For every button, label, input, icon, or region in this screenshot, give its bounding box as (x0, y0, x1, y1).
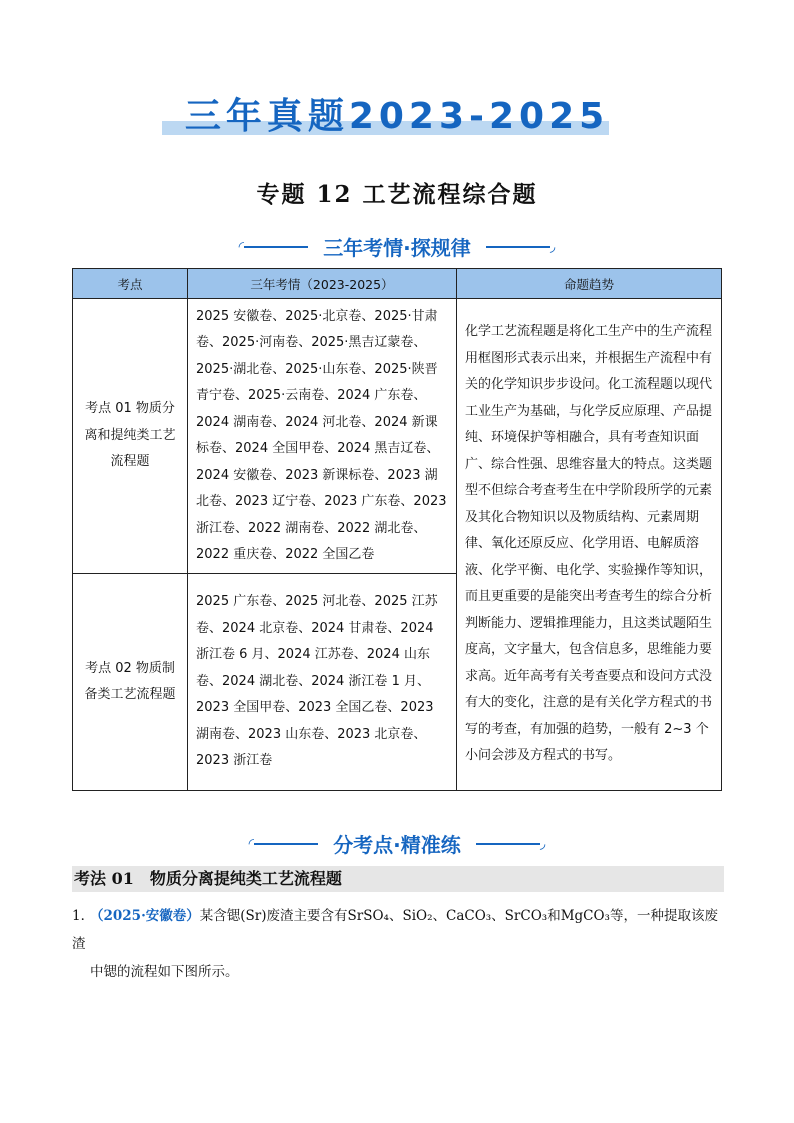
right-divider-line (476, 843, 540, 845)
table-header-cell: 考点 (73, 269, 188, 299)
main-title-container (0, 88, 794, 139)
banner-text: 三年考情·探规律 (323, 236, 471, 260)
question-text: 某含锶(Sr)废渣主要含有SrSO₄、SiO₂、CaCO₃、SrCO₃和MgCO₃等，一种提取该废渣 (72, 908, 718, 952)
banner-text: 分考点·精准练 (333, 833, 461, 857)
question-number: 1． (72, 908, 95, 924)
banner-practice (0, 829, 794, 858)
topic-title: 专题 12 工艺流程综合题 (256, 181, 538, 208)
section-heading (72, 866, 724, 892)
section-label: 考法 01 (74, 869, 134, 888)
trend-cell: 化学工艺流程题是将化工生产中的生产流程用框图形式表示出来，并根据生产流程中有关的化学知识步步设问。化工流程题以现代工业生产为基础，与化学反应原理、产品提纯、环境保护等相融合，具有考查知识面广、综合性强、思维容量大的特点。这类题型不但综合考查考生在中学阶段所学的元素及其化合物知识以及物质结构、元素周期律、氧化还原反应、化学用语、电解质溶液、化学平衡、电化学、实验操作等知识，而且更重要的是能突出考查考生的综合分析判断能力、逻辑推理能力，且这类试题陌生度高，文字量大，包含信息多，思维能力要求高。近年高考有关考查要点和设问方式没有大的变化，注意的是有关化学方程式的书写的考查，有加强的趋势，一般有 2~3 个小问会涉及方程式的书写。 (457, 299, 722, 791)
question-source: （2025·安徽卷） (90, 908, 200, 924)
main-title: 三年真题2023-2025 (184, 96, 610, 137)
exam-list-cell: 2025 广东卷、2025 河北卷、2025 江苏卷、2024 北京卷、2024 甘肃卷、2024 浙江卷 6 月、2024 江苏卷、2024 山东卷、2024 湖北卷、2024 浙江卷 1 月、2023 全国甲卷、2023 全国乙卷、2023 湖南卷、2023 山东卷、2023 北京卷、2023 浙江卷 (188, 574, 457, 791)
left-ornament-icon: ◜ (248, 835, 255, 852)
left-divider-line (244, 246, 308, 248)
left-ornament-icon: ◜ (238, 238, 245, 255)
table-header-row (73, 269, 722, 299)
question-1 (72, 902, 722, 986)
exam-analysis-table (72, 268, 722, 791)
right-ornament-icon: ◞ (539, 835, 546, 852)
question-line (72, 902, 722, 958)
exam-point-cell: 考点 02 物质制备类工艺流程题 (73, 574, 188, 791)
exam-list-cell: 2025 安徽卷、2025·北京卷、2025·甘肃卷、2025·河南卷、2025·黑吉辽蒙卷、2025·湖北卷、2025·山东卷、2025·陕晋青宁卷、2025·云南卷、2024 广东卷、2024 湖南卷、2024 河北卷、2024 新课标卷、2024 全国甲卷、2024 黑吉辽卷、2024 安徽卷、2023 新课标卷、2023 湖北卷、2023 辽宁卷、2023 广东卷、2023 浙江卷、2022 湖南卷、2022 湖北卷、2022 重庆卷、2022 全国乙卷 (188, 299, 457, 574)
left-divider-line (254, 843, 318, 845)
section-title: 物质分离提纯类工艺流程题 (149, 869, 342, 888)
table-header-cell: 命题趋势 (457, 269, 722, 299)
right-ornament-icon: ◞ (549, 238, 556, 255)
right-divider-line (486, 246, 550, 248)
table-header-cell: 三年考情（2023-2025） (188, 269, 457, 299)
exam-point-cell: 考点 01 物质分离和提纯类工艺流程题 (73, 299, 188, 574)
question-line: 中锶的流程如下图所示。 (90, 964, 239, 980)
banner-exam-trends (0, 232, 794, 261)
table-row (73, 299, 722, 574)
